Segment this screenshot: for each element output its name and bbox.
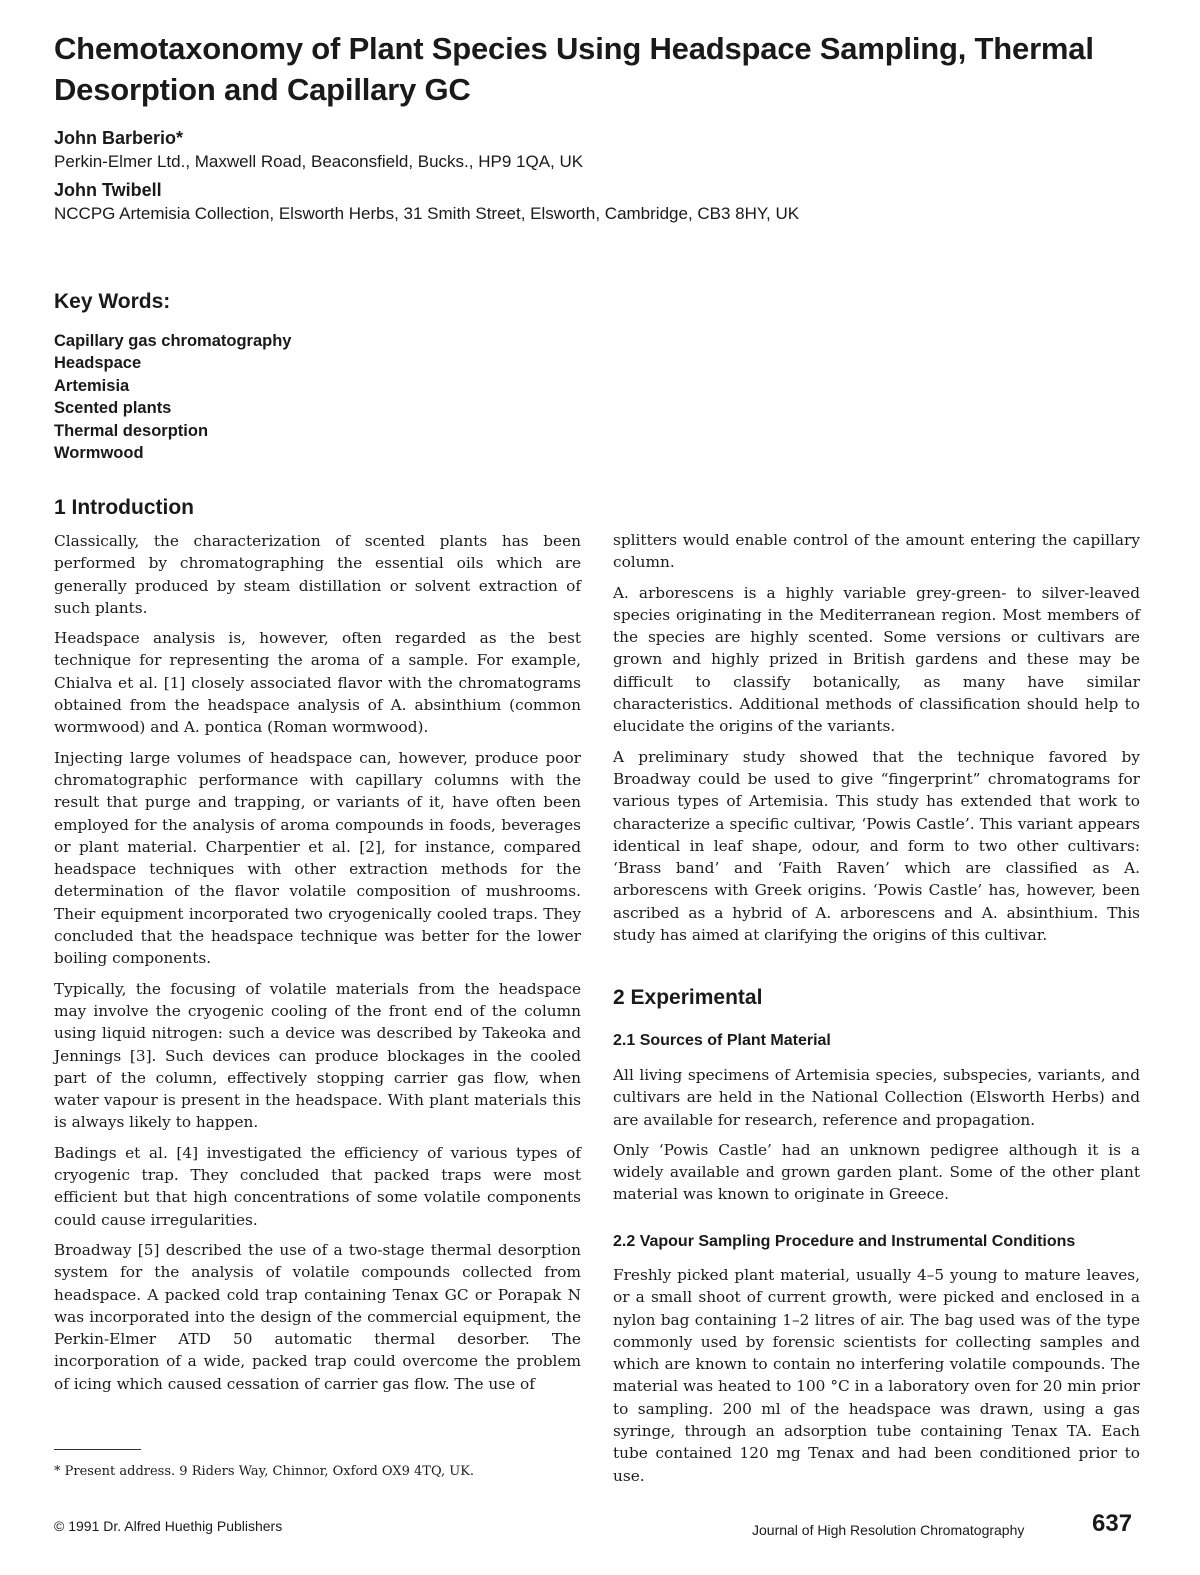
section-2-2-body bbox=[613, 1264, 1140, 1495]
author-name-1: John Barberio* bbox=[54, 128, 184, 148]
subsection-heading-2-1: 2.1 Sources of Plant Material bbox=[613, 1032, 831, 1049]
paper-title: Chemotaxonomy of Plant Species Using Headspace Sampling, Thermal Desorption and Capillary GC bbox=[54, 31, 1094, 107]
body-paragraph: Typically, the focusing of volatile materials from the headspace may involve the cryogenic cooling of the front end of the column using liquid nitrogen: such a device was described by Takeoka and Jennings [3]. Such devices can produce blockages in the cooled part of the column, effectively stopping carrier gas flow, when water vapour is present in the headspace. With plant materials this is always likely to happen. bbox=[54, 979, 581, 1132]
section-2-1-body bbox=[613, 1064, 1140, 1214]
keyword-item: Artemisia bbox=[54, 376, 130, 395]
author-affiliation-2: NCCPG Artemisia Collection, Elsworth Herbs, 31 Smith Street, Elsworth, Cambridge, CB3 8HY, UK bbox=[54, 204, 800, 223]
keyword-item: Capillary gas chromatography bbox=[54, 332, 292, 350]
keyword-item: Thermal desorption bbox=[54, 421, 209, 440]
author-name-2: John Twibell bbox=[54, 180, 162, 200]
body-paragraph: A. arborescens is a highly variable grey-green- to silver-leaved species originating in the Mediterranean region. Most members of the species are highly scented. Some versions or cultivars are grown and highly prized in British gardens and these may be difficult to classify botanically, as many have similar characteristics. Additional methods of classification should help to elucidate the origins of the variants. bbox=[613, 583, 1140, 736]
keywords-list bbox=[54, 330, 292, 464]
copyright-notice: © 1991 Dr. Alfred Huethig Publishers bbox=[54, 1518, 283, 1534]
body-paragraph: Badings et al. [4] investigated the efficiency of various types of cryogenic trap. They concluded that packed traps were most efficient but that high concentrations of some volatile components could cause irregularities. bbox=[54, 1143, 581, 1229]
body-paragraph: Headspace analysis is, however, often regarded as the best technique for representing the aroma of a sample. For example, Chialva et al. [1] closely associated flavor with the chromatograms obtained from the headspace analysis of A. absinthium (common wormwood) and A. pontica (Roman wormwood). bbox=[54, 629, 581, 737]
body-paragraph: Only ‘Powis Castle’ had an unknown pedigree although it is a widely available and grown garden plant. Some of the other plant material was known to originate in Greece. bbox=[613, 1140, 1140, 1204]
body-paragraph: All living specimens of Artemisia species, subspecies, variants, and cultivars are held in the National Collection (Elsworth Herbs) and are available for research, reference and propagation. bbox=[613, 1066, 1140, 1129]
body-paragraph: Injecting large volumes of headspace can, however, produce poor chromatographic performance with capillary columns with the result that purge and trapping, or variants of it, have often been employed for the analysis of aroma compounds in foods, beverages or plant material. Charpentier et al. [2], for instance, compared headspace techniques with other extraction methods for the determination of the flavor volatile composition of mushrooms. Their equipment incorporated two cryogenically cooled traps. They concluded that the headspace technique was better for the lower boiling components. bbox=[54, 748, 581, 968]
footnote-rule bbox=[54, 1449, 141, 1450]
left-column bbox=[54, 530, 581, 1403]
body-paragraph: splitters would enable control of the amount entering the capillary column. bbox=[613, 531, 1140, 572]
subsection-heading-2-2: 2.2 Vapour Sampling Procedure and Instrumental Conditions bbox=[613, 1233, 1076, 1250]
journal-name: Journal of High Resolution Chromatography bbox=[752, 1522, 1025, 1538]
keywords-heading: Key Words: bbox=[54, 290, 171, 313]
body-paragraph: A preliminary study showed that the technique favored by Broadway could be used to give “fingerprint” chromatograms for various types of Artemisia. This study has extended that work to characterize a specific cultivar, ‘Powis Castle’. This variant appears identical in leaf shape, odour, and form to two other cultivars: ‘Brass band’ and ‘Faith Raven’ which are classified as A. arborescens with Greek origins. ‘Powis Castle’ has, however, been ascribed as a hybrid of A. arborescens and A. absinthium. This study has aimed at clarifying the origins of this cultivar. bbox=[613, 747, 1140, 945]
keyword-item: Wormwood bbox=[54, 444, 144, 463]
author-affiliation-1: Perkin-Elmer Ltd., Maxwell Road, Beaconsfield, Bucks., HP9 1QA, UK bbox=[54, 152, 584, 171]
footnote: * Present address. 9 Riders Way, Chinnor, Oxford OX9 4TQ, UK. bbox=[54, 1464, 475, 1479]
body-paragraph: Broadway [5] described the use of a two-stage thermal desorption system for the analysis of volatile compounds collected from headspace. A packed cold trap containing Tenax GC or Porapak N was incorporated into the design of the commercial equipment, the Perkin-Elmer ATD 50 automatic thermal desorber. The incorporation of a wide, packed trap could overcome the problem of icing which caused cessation of carrier gas flow. The use of bbox=[54, 1240, 581, 1393]
keyword-item: Headspace bbox=[54, 354, 142, 373]
keyword-item: Scented plants bbox=[54, 399, 172, 418]
body-paragraph: Classically, the characterization of scented plants has been performed by chromatographing the essential oils which are generally produced by steam distillation or solvent extraction of such plants. bbox=[54, 532, 581, 617]
page-number: 637 bbox=[1092, 1510, 1133, 1537]
right-column-intro bbox=[613, 529, 1140, 954]
section-heading-introduction: 1 Introduction bbox=[54, 496, 194, 519]
body-paragraph: Freshly picked plant material, usually 4–5 young to mature leaves, or a small shoot of current growth, were picked and enclosed in a nylon bag containing 1–2 litres of air. The bag used was of the type commonly used by forensic scientists for collecting samples and which are known to contain no interfering volatile compounds. The material was heated to 100 °C in a laboratory oven for 20 min prior to sampling. 200 ml of the headspace was drawn, using a gas syringe, through an adsorption tube containing Tenax TA. Each tube contained 120 mg Tenax and had been conditioned prior to use. bbox=[613, 1266, 1140, 1485]
section-heading-experimental: 2 Experimental bbox=[613, 986, 763, 1009]
